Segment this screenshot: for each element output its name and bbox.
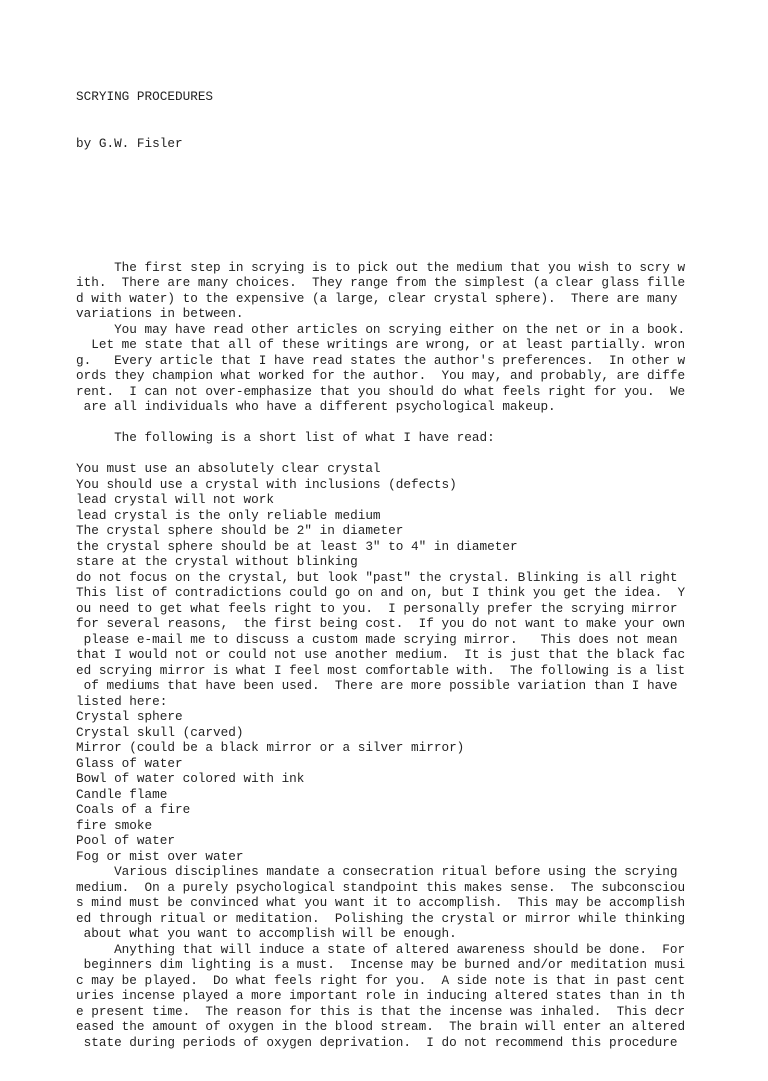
text-line: You may have read other articles on scrying either on the net or in a book. xyxy=(76,321,686,337)
text-line: Crystal sphere xyxy=(76,709,183,724)
text-line: the crystal sphere should be at least 3" to 4" in diameter xyxy=(76,538,518,554)
text-line: Let me state that all of these writings are wrong, or at least partially. wron xyxy=(76,337,686,352)
document-author: by G.W. Fisler xyxy=(76,135,183,151)
text-line: do not focus on the crystal, but look "past" the crystal. Blinking is all right xyxy=(76,569,678,585)
text-line: e present time. The reason for this is that the incense was inhaled. This decr xyxy=(76,1003,686,1019)
text-line: eased the amount of oxygen in the blood stream. The brain will enter an altered xyxy=(76,1019,686,1034)
text-line xyxy=(76,244,685,260)
text-line: Various disciplines mandate a consecration ritual before using the scrying xyxy=(76,864,678,879)
text-line: stare at the crystal without blinking xyxy=(76,554,358,569)
text-line: You must use an absolutely clear crystal xyxy=(76,461,381,476)
text-line: Bowl of water colored with ink xyxy=(76,771,305,786)
text-line: s mind must be convinced what you want it to accomplish. This may be accomplish xyxy=(76,895,686,910)
text-line: variations in between. xyxy=(76,306,244,321)
text-line: g. Every article that I have read states the author's preferences. In other w xyxy=(76,352,686,368)
text-line: ou need to get what feels right to you. I personally prefer the scrying mirror xyxy=(76,600,678,616)
text-line: d with water) to the expensive (a large, clear crystal sphere). There are many xyxy=(76,290,678,306)
text-line xyxy=(76,198,685,214)
text-line: for several reasons, the first being cost. If you do not want to make your own xyxy=(76,616,686,631)
text-line: Candle flame xyxy=(76,786,168,802)
document-body xyxy=(76,182,685,1050)
text-line xyxy=(76,182,685,198)
text-line xyxy=(76,229,685,245)
text-line: uries incense played a more important role in inducing altered states than in th xyxy=(76,988,686,1003)
text-line xyxy=(76,446,685,462)
text-line: lead crystal will not work xyxy=(76,492,274,507)
text-line: ed scrying mirror is what I feel most comfortable with. The following is a list xyxy=(76,662,686,678)
text-line: Glass of water xyxy=(76,755,183,771)
text-line: of mediums that have been used. There are more possible variation than I have xyxy=(76,678,678,693)
text-line: You should use a crystal with inclusions (defects) xyxy=(76,476,457,492)
text-line: medium. On a purely psychological standpoint this makes sense. The subconsciou xyxy=(76,879,686,895)
text-line: that I would not or could not use another medium. It is just that the black fac xyxy=(76,647,686,662)
document-title: SCRYING PROCEDURES xyxy=(76,89,214,104)
text-line: This list of contradictions could go on and on, but I think you get the idea. Y xyxy=(76,585,686,600)
text-line: ed through ritual or meditation. Polishing the crystal or mirror while thinking xyxy=(76,910,686,926)
text-line: fire smoke xyxy=(76,817,153,833)
text-line: Crystal skull (carved) xyxy=(76,724,244,740)
text-line: are all individuals who have a different psychological makeup. xyxy=(76,399,556,414)
text-line: beginners dim lighting is a must. Incense may be burned and/or meditation musi xyxy=(76,957,686,972)
text-line: ords they champion what worked for the author. You may, and probably, are diffe xyxy=(76,368,686,383)
text-line: c may be played. Do what feels right for you. A side note is that in past cent xyxy=(76,972,686,988)
text-line: The first step in scrying is to pick out the medium that you wish to scry w xyxy=(76,259,686,275)
text-line: Coals of a fire xyxy=(76,802,191,817)
text-line: The following is a short list of what I have read: xyxy=(76,430,495,445)
text-line xyxy=(76,415,685,431)
document-text xyxy=(76,58,685,1081)
text-line: Anything that will induce a state of altered awareness should be done. For xyxy=(76,941,686,957)
text-line: about what you want to accomplish will be enough. xyxy=(76,926,457,941)
text-line: ith. There are many choices. They range from the simplest (a clear glass fille xyxy=(76,275,686,290)
text-line: listed here: xyxy=(76,693,168,709)
text-line: please e-mail me to discuss a custom made scrying mirror. This does not mean xyxy=(76,631,678,647)
text-line: state during periods of oxygen deprivation. I do not recommend this procedure xyxy=(76,1034,678,1050)
text-line: rent. I can not over-emphasize that you should do what feels right for you. We xyxy=(76,383,686,399)
text-line: Fog or mist over water xyxy=(76,848,244,864)
text-line: lead crystal is the only reliable medium xyxy=(76,507,381,523)
text-line: The crystal sphere should be 2" in diameter xyxy=(76,523,404,538)
text-line xyxy=(76,213,685,229)
text-line: Pool of water xyxy=(76,833,175,848)
text-line: Mirror (could be a black mirror or a silver mirror) xyxy=(76,740,465,755)
